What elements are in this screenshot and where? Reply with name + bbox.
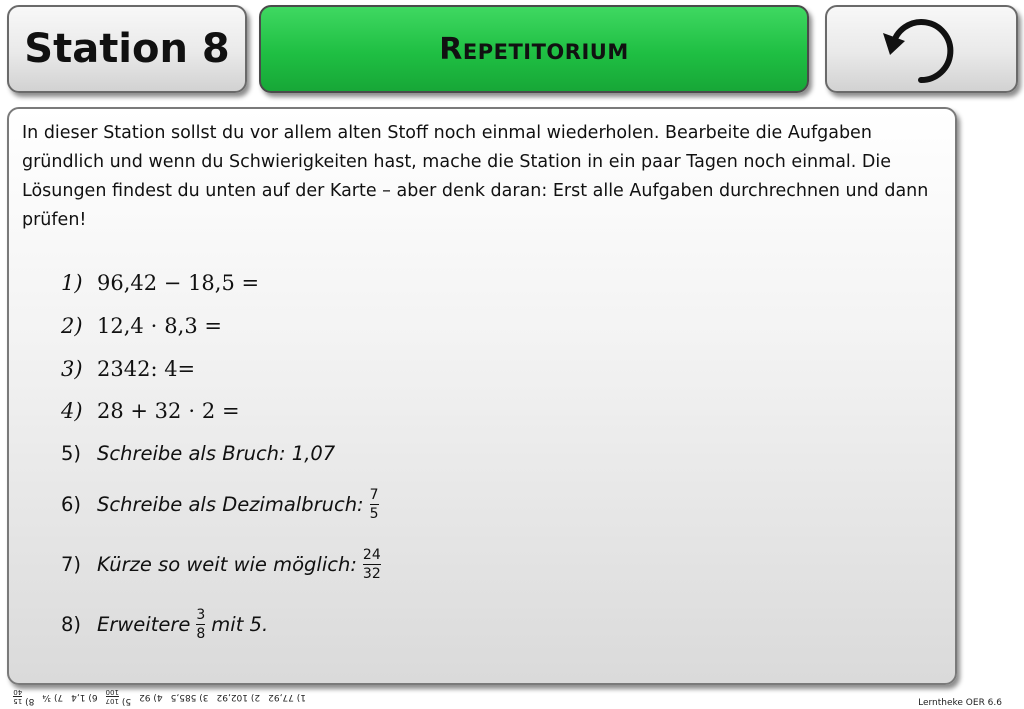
task-6 (61, 487, 385, 522)
fraction-denominator: 8 (196, 626, 206, 642)
task-number: 2) (61, 314, 83, 338)
task-text: 96,42 − 18,5 = (97, 271, 260, 295)
solution-5-num: 107 (105, 697, 119, 705)
station-label: Station 8 (24, 26, 230, 72)
task-text-before: Erweitere (97, 613, 191, 636)
task-number: 3) (61, 357, 83, 381)
task-number: 4) (61, 399, 83, 423)
task-4 (61, 399, 240, 423)
solution-1: 1) 77,92 (268, 692, 306, 702)
fraction-numerator: 24 (362, 547, 381, 563)
solution-8 (13, 688, 34, 706)
solution-4: 4) 92 (139, 692, 163, 702)
task-2 (61, 314, 222, 338)
fraction (196, 607, 205, 642)
task-number: 7) (61, 553, 82, 576)
solution-5-fraction (106, 688, 119, 705)
fraction-numerator: 3 (196, 607, 206, 623)
intro-text: In dieser Station sollst du vor allem alten Stoff noch einmal wiederholen. Bearbeite die Aufgaben gründlich und wenn du Schwierigkeiten hast, mache die Station in ein paar Tagen noch einmal. Die Lösungen findest du unten auf der Karte – aber denk daran: Erst alle Aufgaben durchrechnen und dann prüfen! (22, 123, 929, 230)
task-8 (61, 607, 268, 642)
task-number: 5) (61, 442, 82, 465)
task-1 (61, 271, 259, 295)
solution-5 (106, 688, 132, 706)
solution-7: 7) ¾ (42, 692, 64, 702)
fraction-denominator: 32 (362, 566, 381, 582)
solution-5-label: 5) (121, 696, 132, 706)
fraction-numerator: 7 (369, 487, 379, 503)
task-3 (61, 357, 195, 381)
solution-8-den: 40 (13, 688, 23, 696)
task-7 (61, 547, 387, 582)
task-card (7, 107, 957, 685)
task-text-after: mit 5. (211, 613, 269, 636)
task-number: 1) (61, 271, 83, 295)
task-text: Schreibe als Dezimalbruch: (97, 493, 364, 516)
fraction (370, 487, 379, 522)
solution-6: 6) 1,4 (71, 692, 98, 702)
task-text: 28 + 32 ⋅ 2 = (97, 399, 240, 423)
task-text: 12,4 ⋅ 8,3 = (97, 314, 222, 338)
footer-credit: Lerntheke OER 6.6 (918, 698, 1002, 708)
solution-3: 3) 585,5 (170, 692, 209, 702)
task-text: Kürze so weit wie möglich: (97, 553, 357, 576)
undo-arrow-icon (874, 13, 970, 85)
solution-2: 2) 102,92 (216, 692, 261, 702)
fraction-denominator: 5 (369, 506, 379, 522)
task-number: 6) (61, 493, 82, 516)
station-label-box (7, 5, 247, 93)
solution-8-label: 8) (25, 696, 35, 706)
solution-5-den: 100 (105, 688, 119, 696)
fraction (363, 547, 381, 582)
task-text: Schreibe als Bruch: 1,07 (97, 442, 336, 465)
back-button[interactable] (825, 5, 1018, 93)
solution-8-fraction (13, 688, 22, 705)
task-text: 2342: 4= (97, 357, 196, 381)
task-number: 8) (61, 613, 82, 636)
page-title: Repetitorium (439, 31, 629, 67)
title-box (259, 5, 809, 93)
solution-8-num: 15 (13, 697, 23, 705)
solutions-upside-down (13, 688, 306, 706)
task-5 (61, 442, 335, 465)
